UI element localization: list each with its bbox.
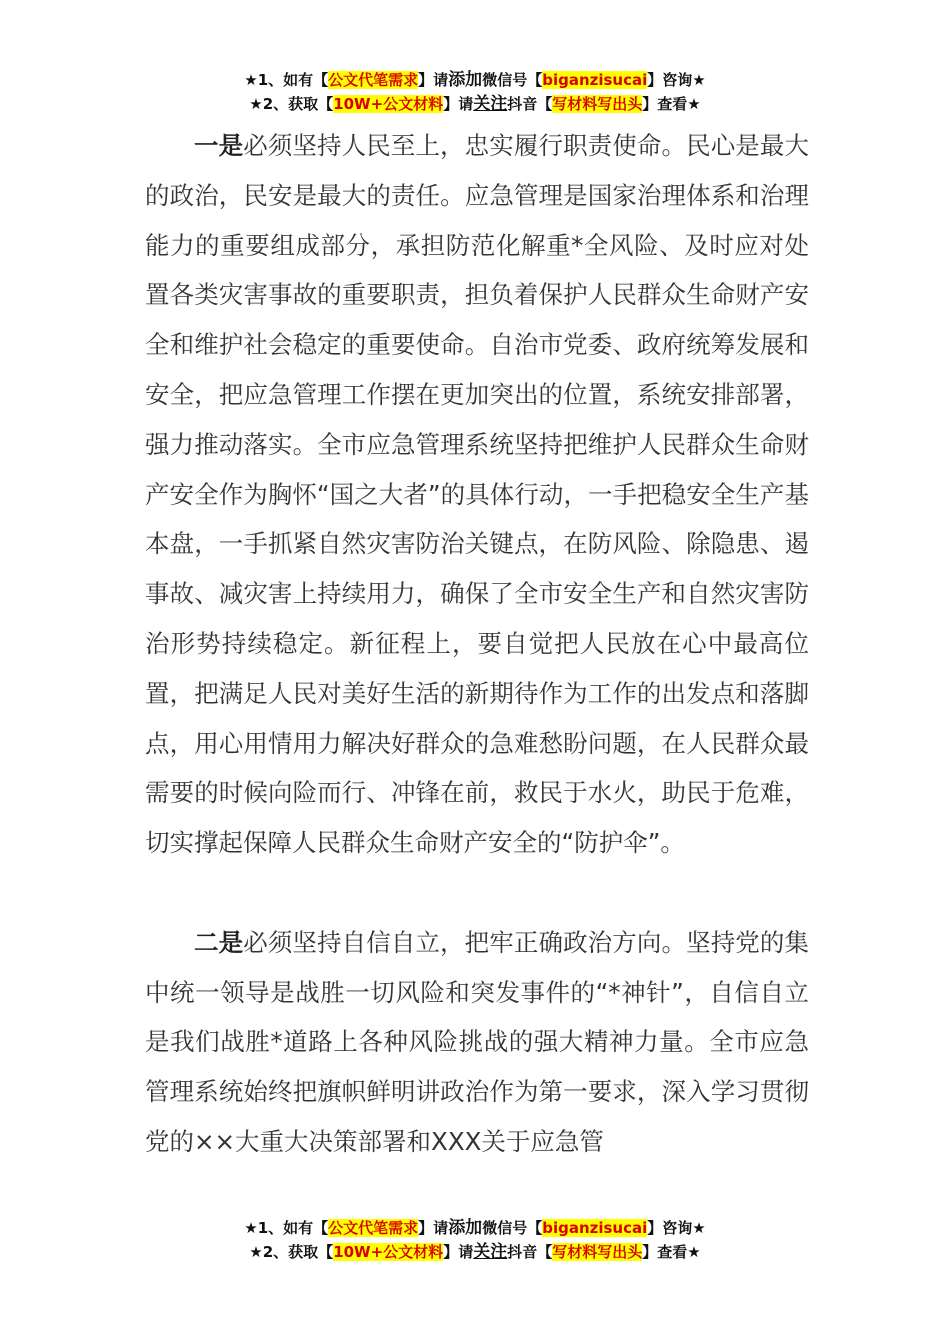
banner-text: 】请 bbox=[443, 1243, 474, 1261]
banner-highlight: 10W+公文材料 bbox=[333, 95, 444, 113]
paragraph-text: 必须坚持自信自立，把牢正确政治方向。坚持党的集中统一领导是战胜一切风险和突发事件的“*神针”，自信自立是我们战胜*道路上各种风险挑战的强大精神力量。全市应急管理系统始终把旗帜鲜明讲政治作为第一要求，深入学习贯彻党的××大重大决策部署和XXX关于应急管 bbox=[145, 927, 810, 1156]
banner-douyin-id: 写材料写出头 bbox=[552, 1243, 643, 1261]
header-banner bbox=[0, 68, 950, 116]
banner-douyin-id: 写材料写出头 bbox=[552, 95, 643, 113]
banner-text: 】请 bbox=[443, 95, 474, 113]
banner-text: 抖音【 bbox=[507, 95, 553, 113]
banner-text: 】请 bbox=[418, 71, 449, 89]
footer-banner bbox=[0, 1216, 950, 1264]
banner-highlight: 10W+公文材料 bbox=[333, 1243, 444, 1261]
paragraph-spacer bbox=[145, 868, 809, 918]
banner-text: 抖音【 bbox=[507, 1243, 553, 1261]
document-body bbox=[145, 121, 809, 1167]
banner-text: ★1、如有【 bbox=[244, 71, 329, 89]
banner-text: 】查看★ bbox=[642, 95, 701, 113]
paragraph-2 bbox=[145, 918, 809, 1167]
banner-emphasis: 添加 bbox=[448, 70, 483, 90]
banner-text: 】查看★ bbox=[642, 1243, 701, 1261]
banner-text: 微信号【 bbox=[482, 71, 543, 89]
banner-line-1 bbox=[0, 68, 950, 92]
banner-text: ★2、获取【 bbox=[249, 95, 334, 113]
banner-text: 】咨询★ bbox=[647, 71, 706, 89]
banner-line-2 bbox=[0, 1240, 950, 1264]
paragraph-1 bbox=[145, 121, 809, 868]
banner-text: ★1、如有【 bbox=[244, 1219, 329, 1237]
banner-highlight: 公文代笔需求 bbox=[328, 71, 419, 89]
banner-emphasis: 关注 bbox=[473, 1242, 508, 1262]
banner-text: 】请 bbox=[418, 1219, 449, 1237]
banner-highlight: 公文代笔需求 bbox=[328, 1219, 419, 1237]
paragraph-lead: 一是 bbox=[194, 131, 244, 160]
banner-wechat-id: biganzisucai bbox=[542, 71, 648, 89]
banner-emphasis: 添加 bbox=[448, 1218, 483, 1238]
banner-wechat-id: biganzisucai bbox=[542, 1219, 648, 1237]
paragraph-text: 必须坚持人民至上，忠实履行职责使命。民心是最大的政治，民安是最大的责任。应急管理是国家治理体系和治理能力的重要组成部分，承担防范化解重*全风险、及时应对处置各类灾害事故的重要职责，担负着保护人民群众生命财产安全和维护社会稳定的重要使命。自治市党委、政府统筹发展和安全，把应急管理工作摆在更加突出的位置，系统安排部署，强力推动落实。全市应急管理系统坚持把维护人民群众生命财产安全作为胸怀“国之大者”的具体行动，一手把稳安全生产基本盘，一手抓紧自然灾害防治关键点，在防风险、除隐患、遏事故、减灾害上持续用力，确保了全市安全生产和自然灾害防治形势持续稳定。新征程上，要自觉把人民放在心中最高位置，把满足人民对美好生活的新期待作为工作的出发点和落脚点，用心用情用力解决好群众的急难愁盼问题，在人民群众最需要的时候向险而行、冲锋在前，救民于水火，助民于危难，切实撑起保障人民群众生命财产安全的“防护伞”。 bbox=[145, 131, 810, 858]
banner-text: ★2、获取【 bbox=[249, 1243, 334, 1261]
banner-text: 】咨询★ bbox=[647, 1219, 706, 1237]
banner-line-1 bbox=[0, 1216, 950, 1240]
banner-text: 微信号【 bbox=[482, 1219, 543, 1237]
banner-line-2 bbox=[0, 92, 950, 116]
banner-emphasis: 关注 bbox=[473, 94, 508, 114]
paragraph-lead: 二是 bbox=[194, 927, 244, 957]
